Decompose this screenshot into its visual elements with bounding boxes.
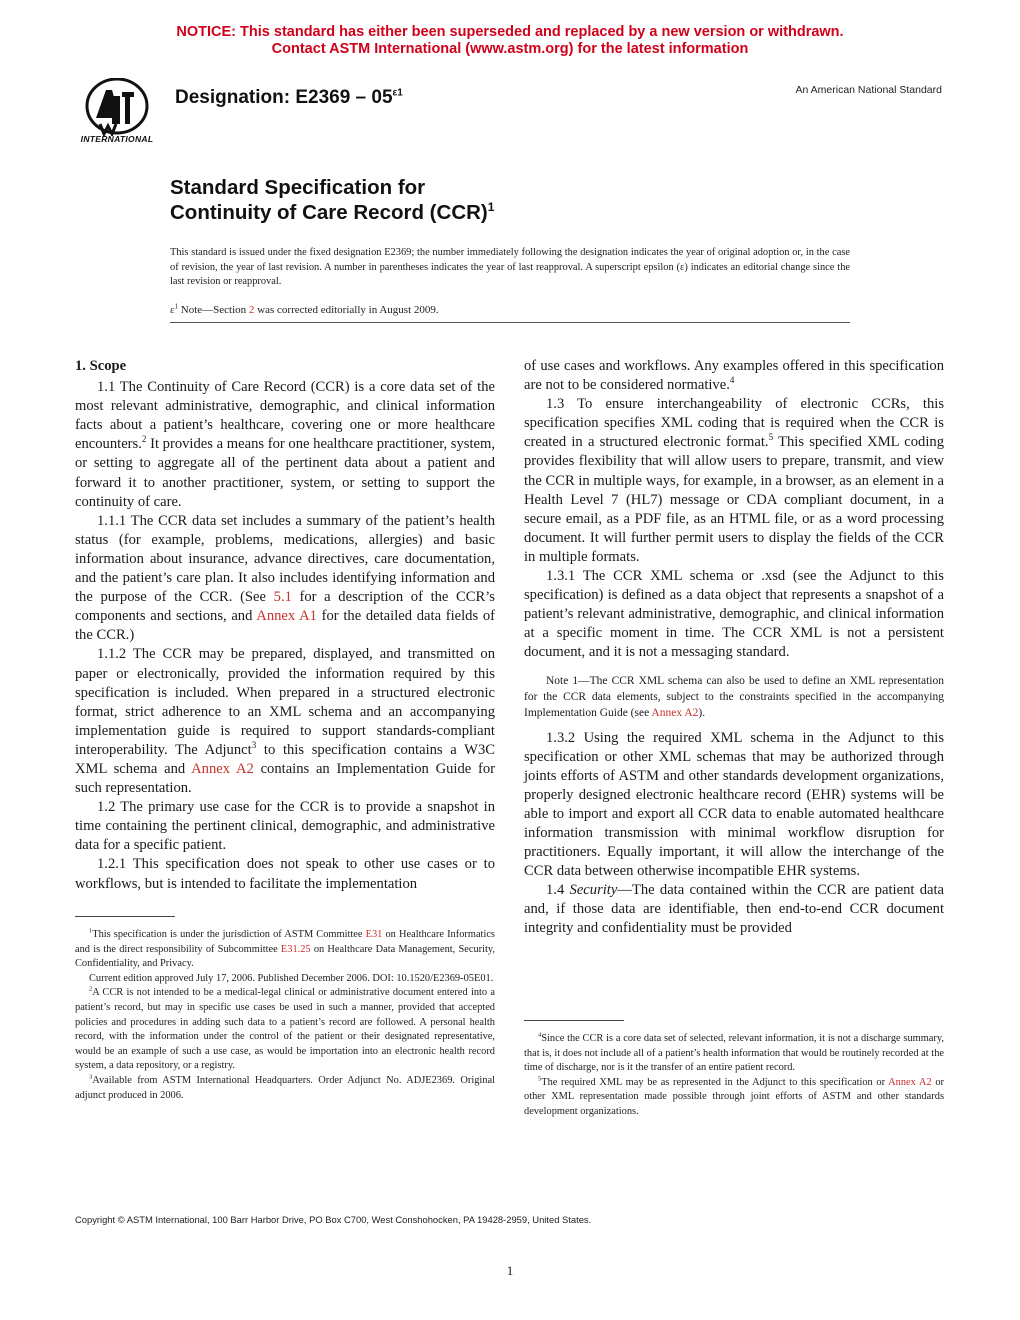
title-line-1: Standard Specification for: [170, 176, 426, 199]
footnote-divider-left: [75, 916, 175, 917]
scope-heading: 1. Scope: [75, 358, 127, 374]
withdrawn-notice: [0, 24, 1020, 58]
note-annex-a2-link[interactable]: Annex A2: [651, 706, 699, 719]
note-rest: was corrected editorially in August 2009.: [254, 304, 439, 316]
fn-3-marker: 3: [89, 1073, 93, 1081]
footnote-1-edition: Current edition approved July 17, 2006. Published December 2006. DOI: 10.1520/E2369-05E01.: [89, 972, 494, 984]
fn-1-text-a: This specification is under the jurisdiction of ASTM Committee: [92, 929, 366, 940]
footnotes-right: [524, 1032, 944, 1120]
fn-1-text-b: on Healthcare Informatics and is the direct responsibility of Subcommittee: [75, 929, 495, 955]
note-1-text-b: ).: [698, 706, 706, 719]
copyright: Copyright © ASTM International, 100 Barr Harbor Drive, PO Box C700, West Conshohocken, PA 19428-2959, United States.: [75, 1214, 592, 1225]
designation: [175, 87, 403, 109]
epsilon-sup: 1: [174, 303, 179, 311]
designation-sup: ε1: [392, 87, 403, 99]
right-column: [524, 357, 944, 939]
title-footnote-ref: 1: [487, 200, 495, 215]
para-1-2-1-continued: [524, 357, 944, 395]
para-1-1-text-a: 1.1 The Continuity of Care Record (CCR) is a core data set of the most relevant administrative, demographic, and clinical information facts about a patient’s healthcare, covering one or more healthcare encounters.: [75, 379, 495, 453]
notice-line-2: Contact ASTM International (www.astm.org) for the latest information: [271, 41, 749, 57]
footnote-1: [75, 928, 495, 972]
title-line-2: [170, 200, 494, 225]
footnotes-left: [75, 928, 495, 1103]
epsilon: ε: [170, 304, 175, 316]
para-1-2: 1.2 The primary use case for the CCR is to provide a snapshot in time containing the pertinent clinical, demographic, and administrative data for a specific patient.: [75, 799, 495, 854]
committee-e31-link[interactable]: E31: [365, 929, 383, 940]
para-1-4-label: 1.4: [546, 882, 570, 899]
footnote-divider-right: [524, 1020, 624, 1021]
fn-1-marker: 1: [89, 927, 93, 935]
footnote-ref-3: 3: [251, 740, 257, 751]
fn-3-text: Available from ASTM International Headquarters. Order Adjunct No. ADJE2369. Original adjunct produced in 2006.: [75, 1074, 495, 1101]
fn-5-marker: 5: [538, 1075, 542, 1083]
para-1-3: [524, 395, 944, 567]
issuance-statement: This standard is issued under the fixed designation E2369; the number immediately following the designation indicates the year of original adoption or, in the case of revision, the year of last revision. A number in parentheses indicates the year of last reapproval. A superscript epsilon (ε) indicates an editorial change since the last revision or reapproval.: [170, 247, 850, 287]
astm-logo: [72, 78, 162, 150]
para-1-1: [75, 378, 495, 512]
footnote-3: [75, 1074, 495, 1103]
footnote-ref-5: 5: [768, 432, 774, 443]
footnote-2: [75, 986, 495, 1074]
note-label: Note—Section: [178, 304, 249, 316]
header-divider: [170, 322, 850, 323]
fn-2-text: A CCR is not intended to be a medical-legal clinical or administrative document entered into a patient’s record, but may in specific use cases be used in such a manner, provided that accepted policies and procedures in adding such data to a patient’s record are followed. A personal health record, with the information under the control of the patient or their designated representative, would be an example of such a use case, as would be importation into an electronic health record system, a data repository, or a registry.: [75, 987, 495, 1072]
document-title: [170, 175, 494, 225]
fn-5-text-b: or other XML representation made possible through joint efforts of ASTM and other standards development organizations.: [524, 1076, 944, 1117]
para-1-1-2-text-c: contains an Implementation Guide for such representation.: [75, 760, 496, 797]
footnote-5: [524, 1076, 944, 1120]
para-1-2-1: 1.2.1 This specification does not speak to other use cases or to workflows, but is intended to facilitate the implementation: [75, 856, 495, 892]
annex-a1-link[interactable]: Annex A1: [256, 608, 317, 625]
title-line-2-text: Continuity of Care Record (CCR): [170, 201, 488, 224]
para-1-1-1-text-a: 1.1.1 The CCR data set includes a summary of the patient’s health status (for example, problems, medications, allergies) and basic information about insurance, advance directives, care documentation, and the patient’s care plan. It also includes identifying information and the purpose of the CCR. (See: [75, 512, 495, 606]
logo-subtext: INTERNATIONAL: [80, 134, 154, 144]
para-1-1-2: [75, 645, 495, 798]
subcommittee-e31-25-link[interactable]: E31.25: [280, 943, 311, 955]
annex-a2-link[interactable]: Annex A2: [191, 760, 254, 777]
section-2-link[interactable]: 2: [248, 304, 255, 316]
para-1-3-text-b: This specified XML coding provides flexibility that will allow users to prepare, transmit, and view the CCR in multiple ways, for example, in a browser, as an element in a Health Level 7 (HL7) message or CDA compliant document, in a secure email, as a PDF file, as an HTML file, or as a word processing document. It will further permit users to display the fields of the CCR in multiple formats.: [524, 434, 944, 565]
para-1-1-2-text-a: 1.1.2 The CCR may be prepared, displayed, and transmitted on paper or electronically, provided the information required by this specification is included. When prepared in a structured electronic format, strict adherence to an XML schema and an accompanying implementation guide is required to support standards-compliant interoperability. The Adjunct: [75, 646, 495, 758]
editorial-note: [170, 304, 850, 316]
note-1-text-a: Note 1—The CCR XML schema can also be used to define an XML representation for the CCR data elements, subject to the constraints specified in the accompanying Implementation Guide (see: [524, 674, 944, 719]
para-1-4-text: —The data contained within the CCR are patient data and, if those data are identifiable, then end-to-end CCR document integrity and confidentiality must be provided: [524, 882, 944, 937]
para-1-1-1-text-c: for the detailed data fields of the CCR.): [75, 608, 496, 644]
para-1-3-text-a: 1.3 To ensure interchangeability of electronic CCRs, this specification specifies XML coding that is required when the CCR is created in a structured electronic format.: [524, 396, 944, 451]
para-1-3-1: 1.3.1 The CCR XML schema or .xsd (see the Adjunct to this specification) is defined as a data object that represents a snapshot of a patient’s relevant administrative, demographic, and clinical information at a specific moment in time. The CCR XML is not a persistent document, and it is not a messaging standard.: [524, 568, 944, 661]
footnote-ref-4: 4: [729, 375, 735, 386]
para-1-1-1-text-b: for a description of the CCR’s components and sections, and: [75, 589, 495, 625]
fn-4-text: Since the CCR is a core data set of selected, relevant information, it is not a discharge summary, that is, it does not include all of a patient’s health information that would be routinely recorded at the time of discharge, nor is it the transfer of an entire patient record.: [524, 1033, 944, 1074]
fn-1-text-c: on Healthcare Data Management, Security, Confidentiality, and Privacy.: [75, 943, 496, 970]
para-1-3-2: 1.3.2 Using the required XML schema in the Adjunct to this specification or other XML schemas that may be authorized through joints efforts of ASTM and other standards development organizations, properly designed electronic healthcare record (EHR) systems will be able to import and export all CCR data to enable automated healthcare information transmission with minimal workflow disruption for practitioners. Equally important, it will allow the interchange of the CCR data between otherwise incompatible EHR systems.: [524, 729, 944, 880]
para-1-1-text-b: It provides a means for one healthcare practitioner, system, or setting to aggregate all of the pertinent data about a patient and forward it to another practitioner, system, or setting to support the continuity of care.: [75, 436, 495, 510]
fn-annex-a2-link[interactable]: Annex A2: [888, 1076, 932, 1088]
security-heading: Security: [569, 882, 618, 899]
notice-line-1: NOTICE: This standard has either been superseded and replaced by a new version or withdrawn.: [176, 24, 844, 40]
left-column: [75, 357, 495, 894]
page-number: 1: [506, 1263, 514, 1278]
para-1-1-1: [75, 512, 495, 646]
fn-4-marker: 4: [538, 1031, 542, 1039]
fn-2-marker: 2: [89, 985, 93, 993]
footnote-ref-2: 2: [141, 434, 147, 445]
national-standard-label: An American National Standard: [795, 84, 942, 96]
footnote-4: [524, 1032, 944, 1076]
para-1-1-2-text-b: to this specification contains a W3C XML schema and: [75, 741, 495, 777]
para-1-4: [524, 881, 944, 938]
section-5-1-link[interactable]: 5.1: [273, 589, 292, 606]
fn-5-text-a: The required XML may be as represented in the Adjunct to this specification or: [541, 1076, 889, 1088]
note-1: [524, 673, 944, 721]
continued-text: of use cases and workflows. Any examples offered in this specification are not to be considered normative.: [524, 358, 944, 394]
designation-label: Designation: E2369 – 05: [175, 87, 393, 108]
